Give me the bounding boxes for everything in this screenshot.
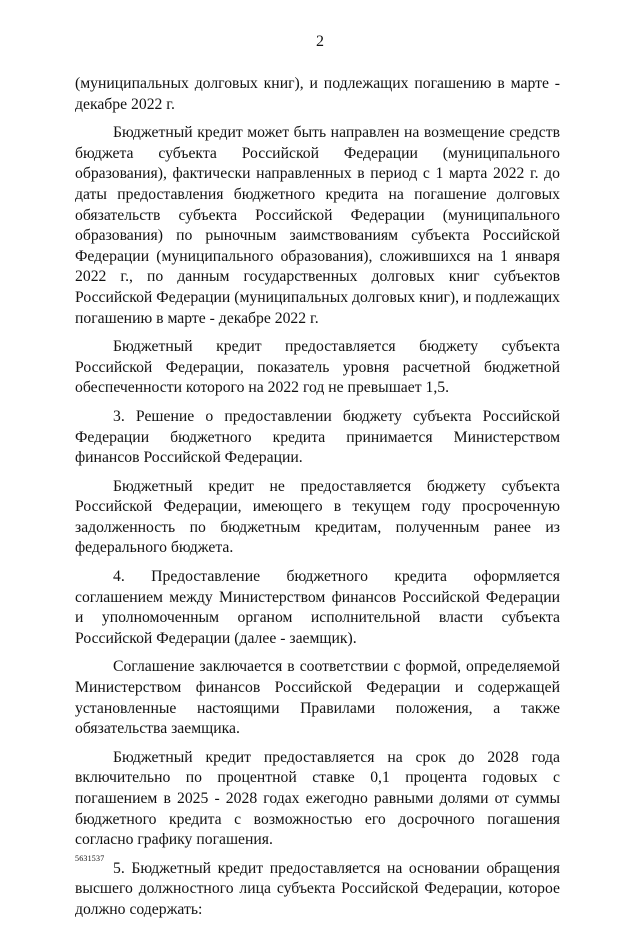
paragraph-overdue-debt: Бюджетный кредит не предоставляется бюджету субъекта Российской Федерации, имеющего в текущем году просроченную задолженность по бюджетным кредитам, полученным ранее из федерального бюджета. xyxy=(75,477,560,557)
paragraph-item-3: 3. Решение о предоставлении бюджету субъекта Российской Федерации бюджетного кредита принимается Министерством финансов Российской Федерации. xyxy=(75,407,560,467)
paragraph-credit-terms: Бюджетный кредит предоставляется на срок до 2028 года включительно по процентной ставке 0,1 процента годовых с погашением в 2025 - 2028 годах ежегодно равными долями от суммы бюджетного кредита с возможностью его досрочного погашения согласно графику погашения. xyxy=(75,748,560,849)
paragraph-eligibility: Бюджетный кредит предоставляется бюджету субъекта Российской Федерации, показатель уровня расчетной бюджетной обеспеченности которого на 2022 год не превышает 1,5. xyxy=(75,338,560,397)
document-id: 5631537 xyxy=(75,854,105,863)
page-number: 2 xyxy=(316,33,324,50)
paragraph-item-4: 4. Предоставление бюджетного кредита оформляется соглашением между Министерством финансов Российской Федерации и уполномоченным органом исполнительной власти субъекта Российской Федерации (далее - заемщик). xyxy=(75,568,560,647)
paragraph-item-5: 5. Бюджетный кредит предоставляется на основании обращения высшего должностного лица субъекта Российской Федерации, которое должно содержать: xyxy=(75,859,560,918)
paragraph-agreement: Соглашение заключается в соответствии с формой, определяемой Министерством финансов Российской Федерации и содержащей установленные настоящими Правилами положения, а также обязательства заемщика. xyxy=(75,658,560,738)
paragraph-continuation: (муниципальных долговых книг), и подлежащих погашению в марте - декабре 2022 г. xyxy=(75,75,560,113)
document-body xyxy=(75,74,560,929)
paragraph-reimbursement: Бюджетный кредит может быть направлен на возмещение средств бюджета субъекта Российской Федерации (муниципального образования), фактически направленных в период с 1 марта 2022 г. до даты предоставления бюджетного кредита на погашение долговых обязательств субъекта Российской Федерации (муниципального образования) по рыночным заимствованиям субъекта Российской Федерации (муниципального образования), сложившихся на 1 января 2022 г., по данным государственных долговых книг субъектов Российской Федерации (муниципальных долговых книг), и подлежащих погашению в марте - декабре 2022 г. xyxy=(75,124,560,327)
